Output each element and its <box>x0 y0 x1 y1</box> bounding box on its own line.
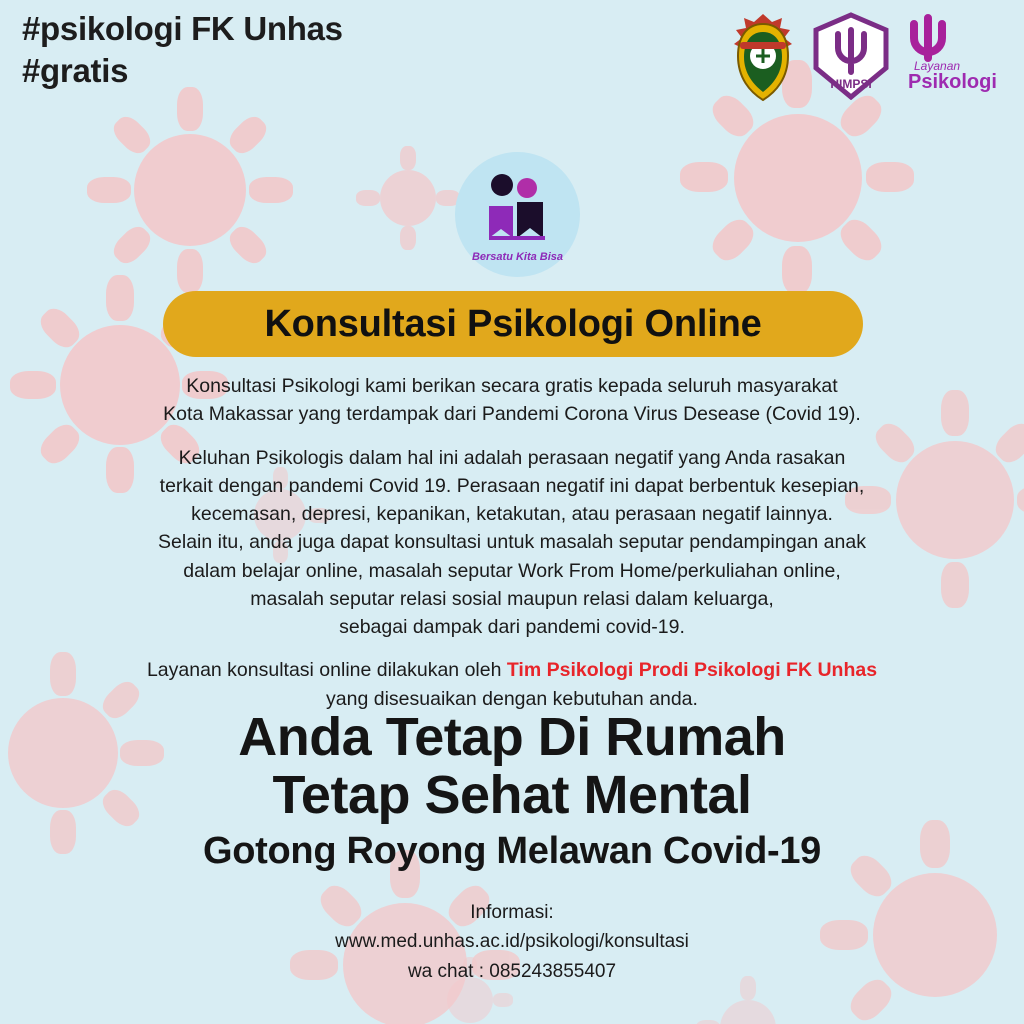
paragraph-2-line-7: sebagai dampak dari pandemi covid-19. <box>339 616 685 639</box>
paragraph-1 <box>60 372 964 429</box>
logo-row <box>726 12 1010 109</box>
bersatu-kita-bisa-emblem <box>455 152 580 277</box>
paragraph-2-line-2: terkait dengan pandemi Covid 19. Perasaan negatif ini dapat berbentuk kesepian, <box>159 474 865 497</box>
paragraph-2-line-4: Selain itu, anda juga dapat konsultasi untuk masalah seputar pendampingan anak <box>158 531 866 554</box>
service-line-suffix: yang disesuaikan dengan kebutuhan anda. <box>326 687 698 710</box>
virus-icon <box>700 980 796 1024</box>
himpsi-psi-icon <box>810 12 892 100</box>
paragraph-2-line-3: kecemasan, depresi, kepanikan, ketakutan, atau perasaan negatif lainnya. <box>191 503 833 526</box>
footer-label: Informasi: <box>470 902 554 923</box>
footer-block <box>0 898 1024 986</box>
unhas-crest-icon <box>726 12 800 104</box>
service-line-highlight: Tim Psikologi Prodi Psikologi FK Unhas <box>506 659 878 682</box>
footer-website[interactable]: www.med.unhas.ac.id/psikologi/konsultasi <box>335 931 689 953</box>
service-line-prefix: Layanan konsultasi online dilakukan oleh <box>146 659 507 682</box>
himpsi-logo <box>810 12 892 105</box>
svg-text:HIMPSI: HIMPSI <box>830 77 872 91</box>
unhas-logo <box>726 12 800 109</box>
slogan-block <box>0 708 1024 877</box>
slogan-line-2: Tetap Sehat Mental <box>272 765 752 826</box>
paragraph-1-line-2: Kota Makassar yang terdampak dari Pandemi Corona Virus Desease (Covid 19). <box>163 403 861 426</box>
layanan-psikologi-logo <box>902 12 1010 99</box>
paragraph-2-line-5: dalam belajar online, masalah seputar Work From Home/perkuliahan online, <box>183 559 841 582</box>
paragraph-2-line-1: Keluhan Psikologis dalam hal ini adalah perasaan negatif yang Anda rasakan <box>178 446 846 469</box>
svg-text:Layanan: Layanan <box>914 59 961 73</box>
paragraph-1-line-1: Konsultasi Psikologi kami berikan secara gratis kepada seluruh masyarakat <box>186 375 838 397</box>
hashtag-block <box>22 8 343 92</box>
emblem-graphic-icon <box>455 152 580 277</box>
footer-whatsapp[interactable]: wa chat : 085243855407 <box>407 960 617 982</box>
body-copy <box>60 372 964 713</box>
layanan-psikologi-icon <box>902 12 1010 94</box>
slogan-line-1: Anda Tetap Di Rumah <box>238 707 786 767</box>
hashtag-line-1: #psikologi FK Unhas <box>22 10 343 47</box>
hashtag-line-2: #gratis <box>22 52 129 90</box>
virus-icon <box>95 95 285 285</box>
title-banner <box>163 291 863 357</box>
paragraph-2-line-6: masalah seputar relasi sosial maupun relasi dalam keluarga, <box>250 587 774 610</box>
emblem-caption: Bersatu Kita Bisa <box>471 251 564 263</box>
virus-icon <box>360 150 456 246</box>
page-title: Konsultasi Psikologi Online <box>264 302 762 345</box>
slogan-line-3: Gotong Royong Melawan Covid-19 <box>202 829 822 872</box>
paragraph-2 <box>60 444 964 642</box>
svg-text:Psikologi: Psikologi <box>908 71 997 93</box>
service-line <box>60 656 964 713</box>
